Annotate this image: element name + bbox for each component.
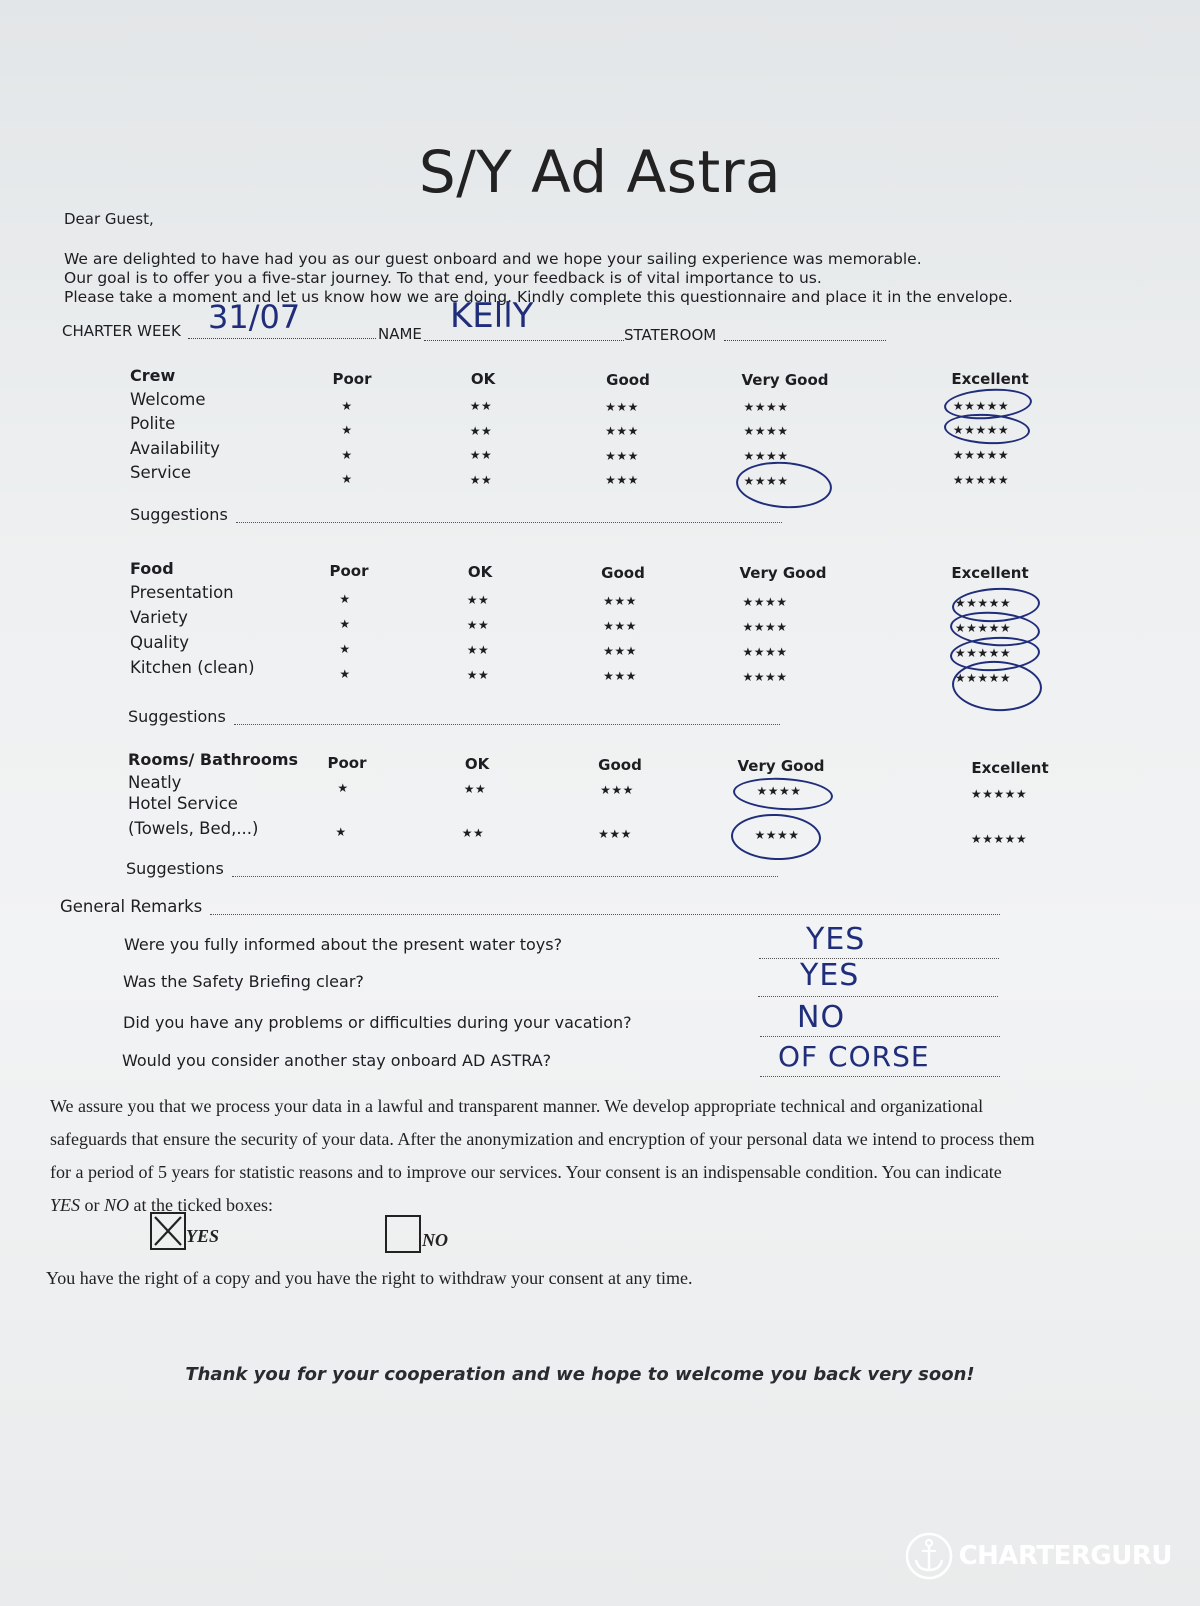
rooms-row-towels-bed: (Towels, Bed,...) xyxy=(128,819,259,838)
crew-col-good: Good xyxy=(606,371,650,389)
rating-star[interactable]: ★ xyxy=(337,781,349,795)
consent-line-3: for a period of 5 years for statistic reasons and to improve our services. Your consent is an indispensable condition. You can indicate xyxy=(50,1162,1002,1182)
intro-line-1: We are delighted to have had you as our guest onboard and we hope your sailing experience was memorable. xyxy=(64,250,922,268)
rating-star[interactable]: ★★ xyxy=(466,668,490,682)
rating-star[interactable]: ★★ xyxy=(466,593,490,607)
rating-star[interactable]: ★★★★★ xyxy=(970,832,1028,846)
rating-star[interactable]: ★★★ xyxy=(603,644,637,658)
crew-col-ok: OK xyxy=(470,370,496,388)
consent-line-4 xyxy=(50,1189,1160,1222)
general-remarks-field[interactable] xyxy=(210,900,1000,915)
crew-suggestions-field[interactable] xyxy=(236,508,782,523)
answer-problems: NO xyxy=(797,1000,846,1035)
rating-star[interactable]: ★★★ xyxy=(605,400,639,414)
rooms-row-hotel-service: Hotel Service xyxy=(128,794,238,813)
food-col-poor: Poor xyxy=(329,562,369,580)
rating-star[interactable]: ★★★ xyxy=(603,619,637,633)
food-col-very-good: Very Good xyxy=(739,564,827,582)
rooms-heading: Rooms/ Bathrooms xyxy=(128,750,299,769)
stateroom-field[interactable] xyxy=(724,322,886,341)
rating-star[interactable]: ★★★★★ xyxy=(952,423,1010,437)
answer-safety-briefing: YES xyxy=(800,958,860,993)
food-suggestions-field[interactable] xyxy=(234,710,780,725)
rating-star[interactable]: ★★★ xyxy=(598,827,632,841)
crew-row-service: Service xyxy=(130,463,191,482)
food-col-ok: OK xyxy=(467,563,493,581)
rating-star[interactable]: ★★★★ xyxy=(742,620,788,634)
food-heading: Food xyxy=(130,559,174,578)
rooms-col-excellent: Excellent xyxy=(971,759,1049,777)
rating-star[interactable]: ★★ xyxy=(469,424,493,438)
food-row-presentation: Presentation xyxy=(130,583,234,602)
answer-field[interactable] xyxy=(760,1006,1000,1037)
consent-yes-label: YES xyxy=(186,1226,220,1246)
crew-row-polite: Polite xyxy=(130,414,176,433)
rating-star[interactable]: ★★★★ xyxy=(756,784,802,798)
food-row-kitchen: Kitchen (clean) xyxy=(130,658,255,677)
consent-line-2: safeguards that ensure the security of your data. After the anonymization and encryption of your personal data we intend to process them xyxy=(50,1129,1035,1149)
stateroom-label: STATEROOM xyxy=(624,326,717,344)
rating-star[interactable]: ★★★★ xyxy=(742,595,788,609)
name-label: NAME xyxy=(378,325,422,343)
answer-field[interactable] xyxy=(759,928,999,959)
crew-row-availability: Availability xyxy=(130,439,220,458)
rating-star[interactable]: ★ xyxy=(339,667,351,681)
rating-star[interactable]: ★★★ xyxy=(600,783,634,797)
circled-rating-mark xyxy=(730,812,822,861)
anchor-icon xyxy=(905,1532,953,1580)
rating-star[interactable]: ★★★★ xyxy=(743,474,789,488)
charter-week-label: CHARTER WEEK xyxy=(62,322,181,340)
rooms-row-neatly: Neatly xyxy=(128,773,182,792)
rating-star[interactable]: ★★★★★ xyxy=(952,473,1010,487)
circled-rating-mark xyxy=(735,459,834,512)
rating-star[interactable]: ★ xyxy=(341,423,353,437)
rating-star[interactable]: ★★ xyxy=(466,618,490,632)
rating-star[interactable]: ★★★★★ xyxy=(954,646,1012,660)
salutation: Dear Guest, xyxy=(64,210,154,228)
consent-line-4-rest: at the ticked boxes: xyxy=(129,1195,273,1215)
rating-star[interactable]: ★ xyxy=(335,825,347,839)
consent-no-label: NO xyxy=(422,1230,448,1250)
rating-star[interactable]: ★★★★★ xyxy=(952,399,1010,413)
food-row-quality: Quality xyxy=(130,633,189,652)
rooms-col-very-good: Very Good xyxy=(737,757,825,775)
rating-star[interactable]: ★ xyxy=(339,617,351,631)
charter-week-value: 31/07 xyxy=(208,298,301,336)
rating-star[interactable]: ★ xyxy=(341,472,353,486)
question-problems: Did you have any problems or difficulties during your vacation? xyxy=(123,1013,632,1032)
food-suggestions-label: Suggestions xyxy=(128,707,226,726)
page-title: S/Y Ad Astra xyxy=(418,138,782,206)
rating-star[interactable]: ★ xyxy=(339,592,351,606)
rooms-col-ok: OK xyxy=(464,755,490,773)
thank-you-text: Thank you for your cooperation and we hope to welcome you back very soon! xyxy=(185,1364,975,1385)
rating-star[interactable]: ★★★★ xyxy=(743,424,789,438)
consent-no-checkbox[interactable] xyxy=(385,1215,421,1253)
rating-star[interactable]: ★★ xyxy=(469,473,493,487)
rooms-suggestions-field[interactable] xyxy=(232,862,778,877)
rating-star[interactable]: ★★★ xyxy=(605,473,639,487)
circled-rating-mark xyxy=(943,412,1030,446)
rating-star[interactable]: ★ xyxy=(339,642,351,656)
rating-star[interactable]: ★★★★★ xyxy=(952,448,1010,462)
consent-yes-checkbox[interactable] xyxy=(150,1212,186,1250)
crew-suggestions-label: Suggestions xyxy=(130,505,228,524)
circled-rating-mark xyxy=(951,659,1043,714)
crew-col-excellent: Excellent xyxy=(951,370,1029,388)
rating-star[interactable]: ★★ xyxy=(463,782,487,796)
rating-star[interactable]: ★★ xyxy=(466,643,490,657)
rating-star[interactable]: ★★★★ xyxy=(754,828,800,842)
rating-star[interactable]: ★★★ xyxy=(605,449,639,463)
charterguru-watermark xyxy=(905,1532,1172,1580)
consent-yes-word: YES xyxy=(50,1195,81,1215)
rooms-col-good: Good xyxy=(598,756,642,774)
rating-star[interactable]: ★★★★ xyxy=(742,670,788,684)
rating-star[interactable]: ★★★★ xyxy=(742,645,788,659)
circled-rating-mark xyxy=(732,775,834,812)
rating-star[interactable]: ★★ xyxy=(469,448,493,462)
answer-water-toys: YES xyxy=(806,922,866,957)
question-water-toys: Were you fully informed about the present water toys? xyxy=(124,935,563,954)
intro-text xyxy=(64,250,1013,307)
food-row-variety: Variety xyxy=(130,608,188,627)
rating-star[interactable]: ★ xyxy=(341,448,353,462)
answer-field[interactable] xyxy=(758,966,998,997)
food-col-good: Good xyxy=(601,564,645,582)
brand-name: CHARTERGURU xyxy=(958,1541,1172,1571)
rating-star[interactable]: ★★★★★ xyxy=(954,621,1012,635)
consent-no-word: NO xyxy=(104,1195,130,1215)
checkmark-x-icon xyxy=(152,1214,184,1248)
crew-row-welcome: Welcome xyxy=(130,390,206,409)
rating-star[interactable]: ★★★ xyxy=(605,424,639,438)
consent-or-word: or xyxy=(80,1195,105,1215)
intro-line-2: Our goal is to offer you a five-star journey. To that end, your feedback is of vital importance to us. xyxy=(64,269,822,287)
crew-col-poor: Poor xyxy=(332,370,372,388)
food-col-excellent: Excellent xyxy=(951,564,1029,582)
question-another-stay: Would you consider another stay onboard AD ASTRA? xyxy=(122,1051,552,1070)
consent-text xyxy=(50,1090,1160,1222)
rooms-suggestions-label: Suggestions xyxy=(126,859,224,878)
rooms-col-poor: Poor xyxy=(327,754,367,772)
question-safety-briefing: Was the Safety Briefing clear? xyxy=(123,972,364,991)
rating-star[interactable]: ★★ xyxy=(469,399,493,413)
rating-star[interactable]: ★★★★ xyxy=(743,400,789,414)
rating-star[interactable]: ★★★★★ xyxy=(954,671,1012,685)
crew-col-very-good: Very Good xyxy=(741,371,829,389)
consent-line-1: We assure you that we process your data in a lawful and transparent manner. We develop appropriate technical and organizational xyxy=(50,1096,984,1116)
consent-rights-text: You have the right of a copy and you have the right to withdraw your consent at any time. xyxy=(46,1268,693,1288)
rating-star[interactable]: ★★★ xyxy=(603,669,637,683)
rating-star[interactable]: ★★★★★ xyxy=(970,787,1028,801)
rating-star[interactable]: ★★★★★ xyxy=(954,596,1012,610)
name-value: KEllY xyxy=(450,296,534,336)
intro-line-3: Please take a moment and let us know how we are doing. Kindly complete this questionnaire and place it in the envelope. xyxy=(64,288,1013,306)
rating-star[interactable]: ★★★★ xyxy=(743,449,789,463)
rating-star[interactable]: ★★ xyxy=(461,826,485,840)
crew-heading: Crew xyxy=(130,366,176,385)
answer-another-stay: OF CORSE xyxy=(778,1040,930,1073)
rating-star[interactable]: ★★★ xyxy=(603,594,637,608)
rating-star[interactable]: ★ xyxy=(341,399,353,413)
general-remarks-label: General Remarks xyxy=(60,897,203,916)
